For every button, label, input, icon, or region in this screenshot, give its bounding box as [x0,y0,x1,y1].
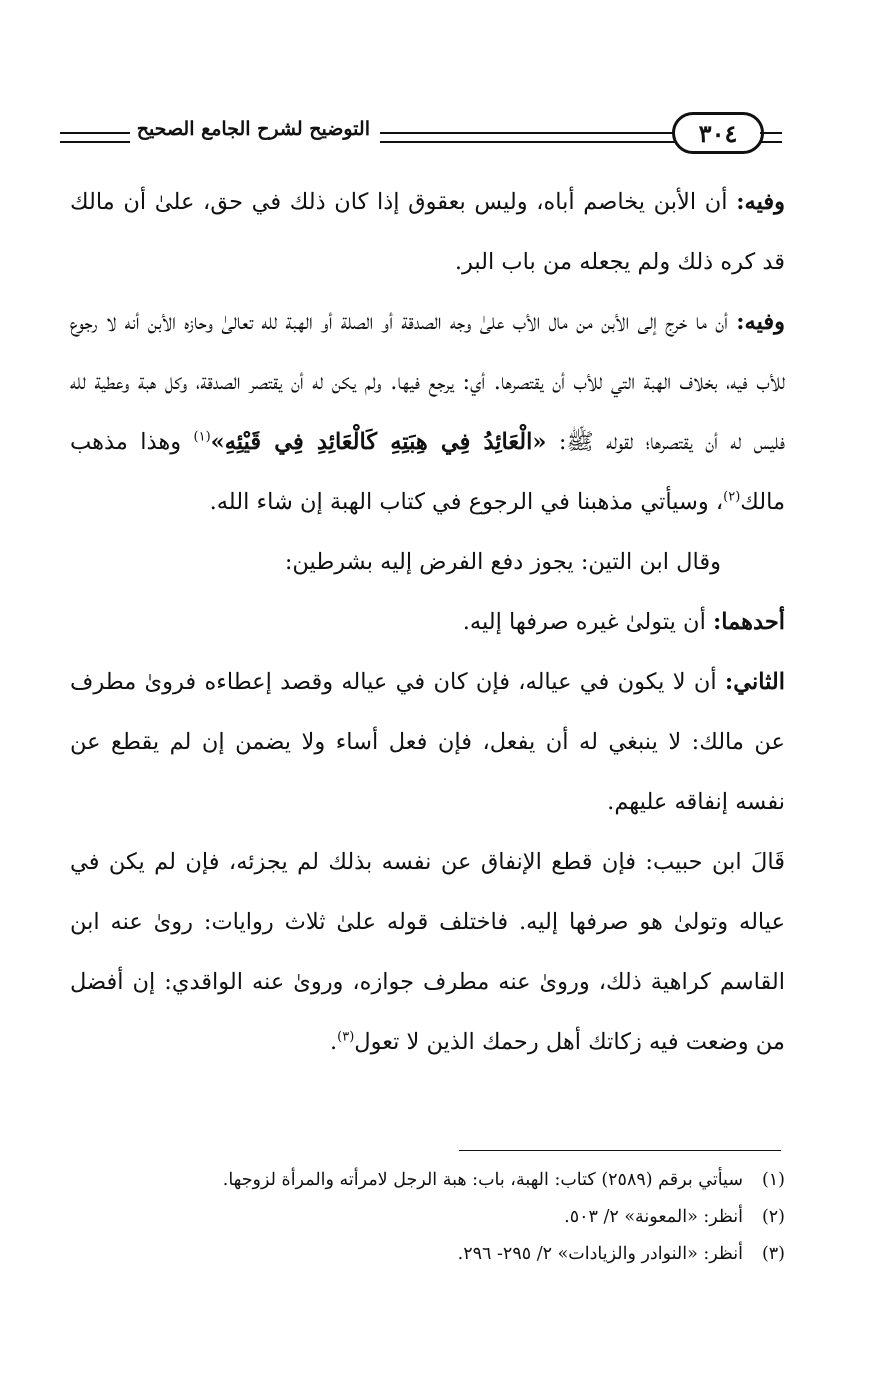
paragraph-4 [70,592,785,652]
footnote-2 [70,1199,785,1236]
footnote-number: (٢) [761,1207,785,1227]
footnotes [70,1162,785,1273]
paragraph-lead: أحدهما: [712,609,785,635]
paragraph-lead: وفيه: [736,189,785,215]
footnote-number: (١) [761,1170,785,1190]
footnote-text: أنظر: «النوادر والزيادات» ٢/ ٢٩٥- ٢٩٦. [457,1244,743,1264]
paragraph-text: وهذا مذهب مالك [70,429,785,515]
paragraph-6 [70,832,785,1072]
footnote-1 [70,1162,785,1199]
running-title: التوضيح لشرح الجامع الصحيح [136,118,370,140]
paragraph-text: قَالَ ابن حبيب: فإن قطع الإنفاق عن نفسه بذلك لم يجزئه، فإن لم يكن في عياله وتولىٰ هو صرفها إليه. فاختلف قوله علىٰ ثلاث روايات: روىٰ عنه ابن القاسم كراهية ذلك، وروىٰ عنه مطرف جوازه، وروىٰ عنه الواقدي: إن أفضل من وضعت فيه زكاتك أهل رحمك الذين لا تعول [70,849,785,1055]
paragraph-text: أن الأبن يخاصم أباه، وليس بعقوق إذا كان ذلك في حق، علىٰ أن مالك قد كره ذلك ولم يجعله من باب البر. [70,189,785,275]
paragraph-lead: وفيه: [736,309,785,335]
paragraph-text: وقال ابن التين: يجوز دفع الفرض إليه بشرطين: [284,549,721,575]
footnote-marker: (٢) [723,489,741,505]
paragraph-text: أن ما خرج إلى الأبن من مال الأب علىٰ وجه الصدقة أو الصلة أو الهبة لله تعالىٰ وحازه الأبن أنه لا رجوع للأب فيه، بخلاف الهبة التي للأب أن يقتصرها. أي: يرجع فيها. ولم يكن له أن يقتصر الصدقة، وكل هبة وعطية لله فليس له أن يقتصرها؛ لقوله ﷺ: [70,309,786,455]
page-number: ٣٠٤ [672,112,764,154]
hadith-quote: «الْعَائِدُ فِي هِبَتِهِ كَالْعَائِدِ فِي قَيْئِهِ» [210,429,547,455]
paragraph-text: أن يتولىٰ غيره صرفها إليه. [462,609,713,635]
paragraph-lead: الثاني: [724,669,785,695]
page-header [60,108,780,160]
footnote-3 [70,1236,785,1273]
header-rule-middle [380,132,675,143]
main-text [70,172,785,1072]
paragraph-text: أن لا يكون في عياله، فإن كان في عياله وقصد إعطاءه فروىٰ مطرف عن مالك: لا ينبغي له أن يفعل، فإن فعل أساء ولا يضمن إن لم يقطع عن نفسه إنفاقه عليهم. [70,669,785,815]
paragraph-3 [70,532,785,592]
footnote-text: أنظر: «المعونة» ٢/ ٥٠٣. [564,1207,743,1227]
header-rule-left [60,132,130,143]
paragraph-5 [70,652,785,832]
paragraph-text: . [329,1029,338,1055]
footnote-number: (٣) [761,1244,785,1264]
footnote-text: سيأتي برقم (٢٥٨٩) كتاب: الهبة، باب: هبة الرجل لامرأته والمرأة لزوجها. [222,1170,743,1190]
footnote-marker: (١) [193,429,211,445]
header-rule-right [760,132,782,143]
paragraph-text: ، وسيأتي مذهبنا في الرجوع في كتاب الهبة إن شاء الله. [209,489,724,515]
footnote-marker: (٣) [337,1029,355,1045]
footnote-separator [459,1150,781,1151]
paragraph-1 [70,172,785,292]
paragraph-2 [70,292,785,532]
